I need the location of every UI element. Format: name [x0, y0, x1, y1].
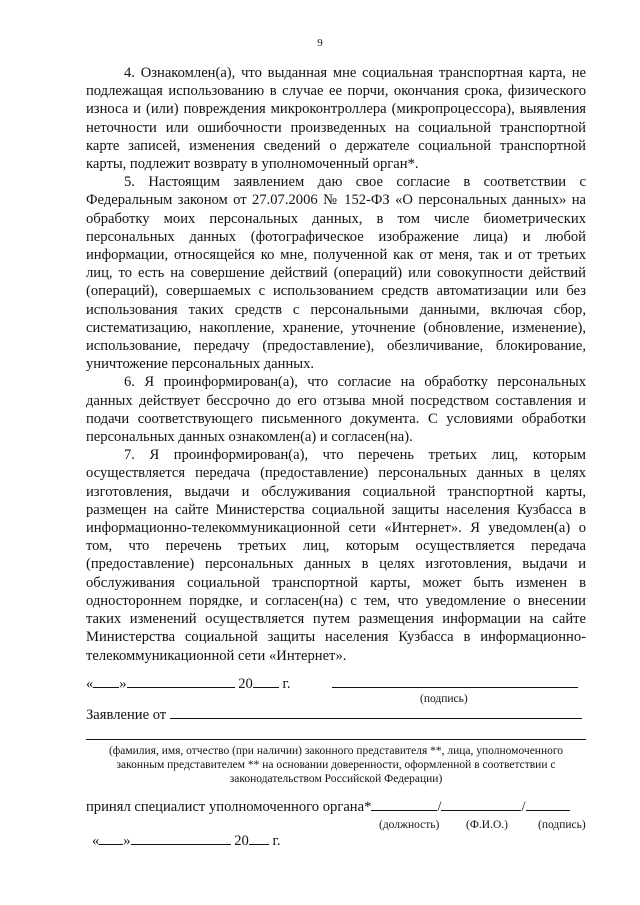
accepted-label: принял специалист уполномоченного органа* — [86, 799, 372, 815]
name-field[interactable] — [441, 810, 521, 811]
bottom-date-day-field[interactable] — [99, 844, 123, 845]
bottom-date-month-field[interactable] — [131, 844, 231, 845]
paragraph-4: 4. Ознакомлен(а), что выданная мне социальная транспортная карта, не подлежащая использованию в случае ее порчи, окончания срока, физического износа и (или) повреждения микроконтроллера (микропроцессора), выявления неточности или ошибочности произведенных на социальной транспортной карте записей, изменения сведений о держателе социальной транспортной карты, подлежит возврату в уполномоченный орган*. — [86, 65, 586, 173]
specialist-signature-caption: (подпись) — [538, 819, 586, 831]
date-year-field[interactable] — [253, 687, 279, 688]
bottom-date-row — [92, 833, 602, 850]
representative-caption: (фамилия, имя, отчество (при наличии) законного представителя **, лица, уполномоченного законным представителем ** на основании доверенности, оформленной в соответствии с законодательством Российской Федерации) — [108, 745, 564, 785]
accepted-row — [86, 799, 596, 816]
separator-1: / — [437, 799, 442, 815]
date-day-field[interactable] — [93, 687, 119, 688]
bottom-date-year-prefix: 20 — [234, 833, 249, 849]
signature-caption: (подпись) — [420, 693, 468, 705]
bottom-date-year-suffix: г. — [272, 833, 281, 849]
bottom-date-open-quote: « — [92, 833, 100, 849]
paragraph-6: 6. Я проинформирован(а), что согласие на обработку персональных данных действует бессрочно до его отзыва мной посредством составления и подачи соответствующего письменного документа. С условиями обработки персональных данных ознакомлен(а) и согласен(на). — [86, 374, 586, 446]
date-signature-row — [86, 676, 596, 693]
position-caption: (должность) — [379, 819, 440, 831]
name-caption: (Ф.И.О.) — [466, 819, 508, 831]
date-close-quote: » — [119, 676, 127, 692]
date-year-suffix: г. — [282, 676, 291, 692]
position-field[interactable] — [371, 810, 437, 811]
bottom-date-year-field[interactable] — [249, 844, 269, 845]
paragraph-5: 5. Настоящим заявлением даю свое согласие в соответствии с Федеральным законом от 27.07.2006 № 152-ФЗ «О персональных данных» на обработку моих персональных данных, в том числе биометрических персональных данных (фотографическое изображение лица) и любой информации, относящейся ко мне, полученной как от меня, так и от третьих лиц, то есть на совершение действий (операций) или совокупности действий (операций), совершаемых с использованием средств автоматизации или без использования таких средств с персональными данными, включая сбор, систематизацию, накопление, хранение, уточнение (обновление, изменение), использование, передачу (предоставление), обезличивание, блокирование, уничтожение персональных данных. — [86, 174, 586, 373]
application-from-row — [86, 707, 596, 724]
signature-field[interactable] — [332, 687, 578, 688]
date-year-prefix: 20 — [238, 676, 253, 692]
application-from-label: Заявление от — [86, 707, 167, 723]
specialist-signature-field[interactable] — [526, 810, 570, 811]
application-from-field[interactable] — [170, 718, 582, 719]
page-number: 9 — [317, 37, 323, 49]
date-month-field[interactable] — [127, 687, 235, 688]
paragraph-7: 7. Я проинформирован(а), что перечень третьих лиц, которым осуществляется передача (предоставление) персональных данных в целях изготовления, выдачи и обслуживания социальной транспортной карты, размещен на сайте Министерства социальной защиты населения Кузбасса в информационно-телекоммуникационной сети «Интернет». Я уведомлен(а) о том, что перечень третьих лиц, которым осуществляется передача (предоставление) персональных данных в целях изготовления, выдачи и обслуживания социальной транспортной карты, может быть изменен в одностороннем порядке, и согласен(на) с тем, что уведомление о внесении таких изменений осуществляется путем размещения информации на сайте Министерства социальной защиты населения Кузбасса в информационно-телекоммуникационной сети «Интернет». — [86, 447, 586, 664]
document-body — [86, 64, 586, 665]
date-open-quote: « — [86, 676, 94, 692]
bottom-date-close-quote: » — [123, 833, 131, 849]
representative-line[interactable] — [86, 739, 586, 740]
separator-2: / — [521, 799, 526, 815]
